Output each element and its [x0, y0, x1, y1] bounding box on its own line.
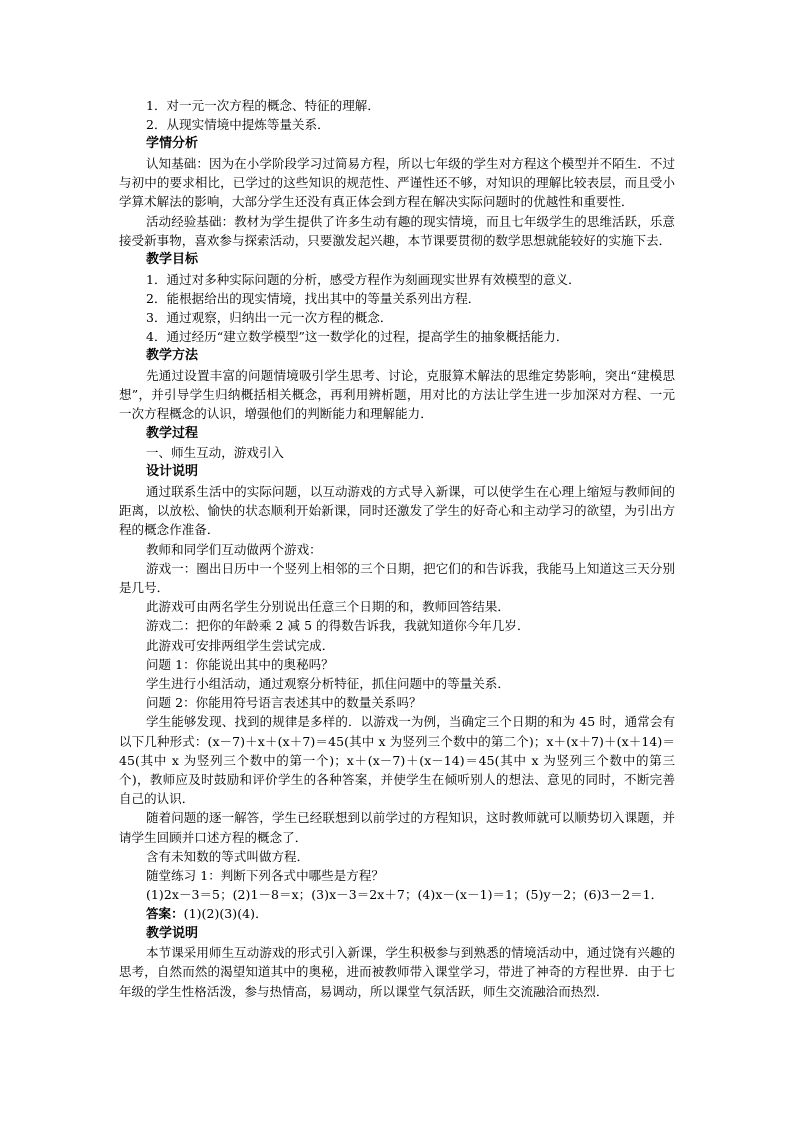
process-line: 教师和同学们互动做两个游戏：: [146, 541, 322, 557]
subsection-title: 一、师生互动，游戏引入: [146, 445, 285, 461]
answer-label: 答案：: [146, 906, 184, 922]
paragraph-teaching-note: 本节课采用师生互动游戏的形式引入新课，学生积极参与到熟悉的情境活动中，通过饶有兴趣的思考，自然而然的渴望知道其中的奥秘，进而被教师带入课堂学习，带进了神奇的方程世界．由于七年级的学生性格活泼，参与热情高，易调动，所以课堂气氛活跃，师生交流融洽而热烈．: [119, 945, 675, 999]
process-line: 游戏二：把你的年龄乘 2 减 5 的得数告诉我，我就知道你今年几岁．: [146, 618, 530, 634]
paragraph-transition: 随着问题的逐一解答，学生已经联想到以前学过的方程知识，这时教师就可以顺势切入课题，并请学生回顾并口述方程的概念了．: [119, 810, 675, 845]
question-line: 问题 1：你能说出其中的奥秘吗？: [146, 656, 334, 672]
process-line: 此游戏可由两名学生分别说出任意三个日期的和，教师回答结果．: [146, 599, 510, 615]
exercise-items: (1)2x－3＝5；(2)1－8＝x；(3)x－3＝2x＋7；(4)x－(x－1)＝1；(5)y－2；(6)3－2＝1．: [146, 887, 664, 903]
answer-line: [119, 904, 675, 923]
paragraph-activity-basis: 活动经验基础：教材为学生提供了许多生动有趣的现实情境，而且七年级学生的思维活跃，乐意接受新事物，喜欢参与探索活动，只要激发起兴趣，本节课要贯彻的数学思想就能较好的实施下去．: [119, 213, 675, 248]
process-line: 游戏一：圈出日历中一个竖列上相邻的三个日期，把它们的和告诉我，我能马上知道这三天分别是几号．: [119, 560, 675, 596]
teaching-goal-item: 4．通过经历“建立数学模型”这一数学化的过程，提高学生的抽象概括能力．: [146, 329, 569, 345]
process-line: 学生进行小组活动，通过观察分析特征，抓住问题中的等量关系．: [146, 676, 510, 692]
section-heading-teaching-goals: 教学目标: [146, 252, 199, 268]
teaching-goal-item: 2．能根据给出的现实情境，找出其中的等量关系列出方程．: [146, 290, 481, 306]
section-heading-teaching-process: 教学过程: [146, 425, 199, 441]
teaching-goal-item: 1．通过对多种实际问题的分析，感受方程作为刻画现实世界有效模型的意义．: [146, 271, 581, 287]
teaching-goal-item: 3．通过观察，归纳出一元一次方程的概念．: [146, 310, 393, 326]
question-line: 问题 2：你能用符号语言表述其中的数量关系吗？: [146, 695, 422, 711]
goal-item: 1．对一元一次方程的概念、特征的理解．: [146, 98, 380, 113]
paragraph-patterns: 学生能够发现、找到的规律是多样的．以游戏一为例，当确定三个日期的和为 45 时，通常会有以下几种形式：(x－7)＋x＋(x＋7)＝45(其中 x 为竖列三个数中的第二个)；x＋(x＋7)＋(x＋14)＝45(其中 x 为竖列三个数中的第一个)；x＋(x－7)＋(x－14)＝45(其中 x 为竖列三个数中的第三个)，教师应及时鼓励和评价学生的各种答案，并使学生在倾听别人的想法、意见的同时，不断完善自己的认识．: [119, 714, 675, 807]
answer-value: (1)(2)(3)(4)．: [183, 906, 268, 922]
paragraph-cognitive-basis: 认知基础：因为在小学阶段学习过简易方程，所以七年级的学生对方程这个模型并不陌生．不过与初中的要求相比，已学过的这些知识的规范性、严谨性还不够，对知识的理解比较表层，而且受小学算术解法的影响，大部分学生还没有真正体会到方程在解决实际问题时的优越性和重要性．: [119, 156, 675, 210]
design-note-heading: 设计说明: [146, 464, 199, 480]
paragraph-teaching-methods: 先通过设置丰富的问题情境吸引学生思考、讨论，克服算术解法的思维定势影响，突出“建模思想”，并引导学生归纳概括相关概念，再利用辨析题，用对比的方法让学生进一步加深对方程、一元一次方程概念的认识，增强他们的判断能力和理解能力．: [119, 368, 675, 422]
process-line: 此游戏可安排两组学生尝试完成．: [146, 637, 335, 653]
teaching-note-heading: 教学说明: [146, 925, 199, 941]
exercise-prompt: 随堂练习 1：判断下列各式中哪些是方程？: [146, 868, 384, 884]
paragraph-design-note: 通过联系生活中的实际问题，以互动游戏的方式导入新课，可以使学生在心理上缩短与教师间的距离，以放松、愉快的状态顺利开始新课，同时还激发了学生的好奇心和主动学习的欲望，为引出方程的概念作准备．: [119, 484, 675, 538]
definition-line: 含有未知数的等式叫做方程．: [146, 848, 310, 864]
section-heading-student-analysis: 学情分析: [146, 136, 199, 152]
goal-item: 2．从现实情境中提炼等量关系．: [146, 117, 330, 133]
section-heading-teaching-methods: 教学方法: [146, 348, 199, 364]
document-page: [119, 96, 675, 1001]
